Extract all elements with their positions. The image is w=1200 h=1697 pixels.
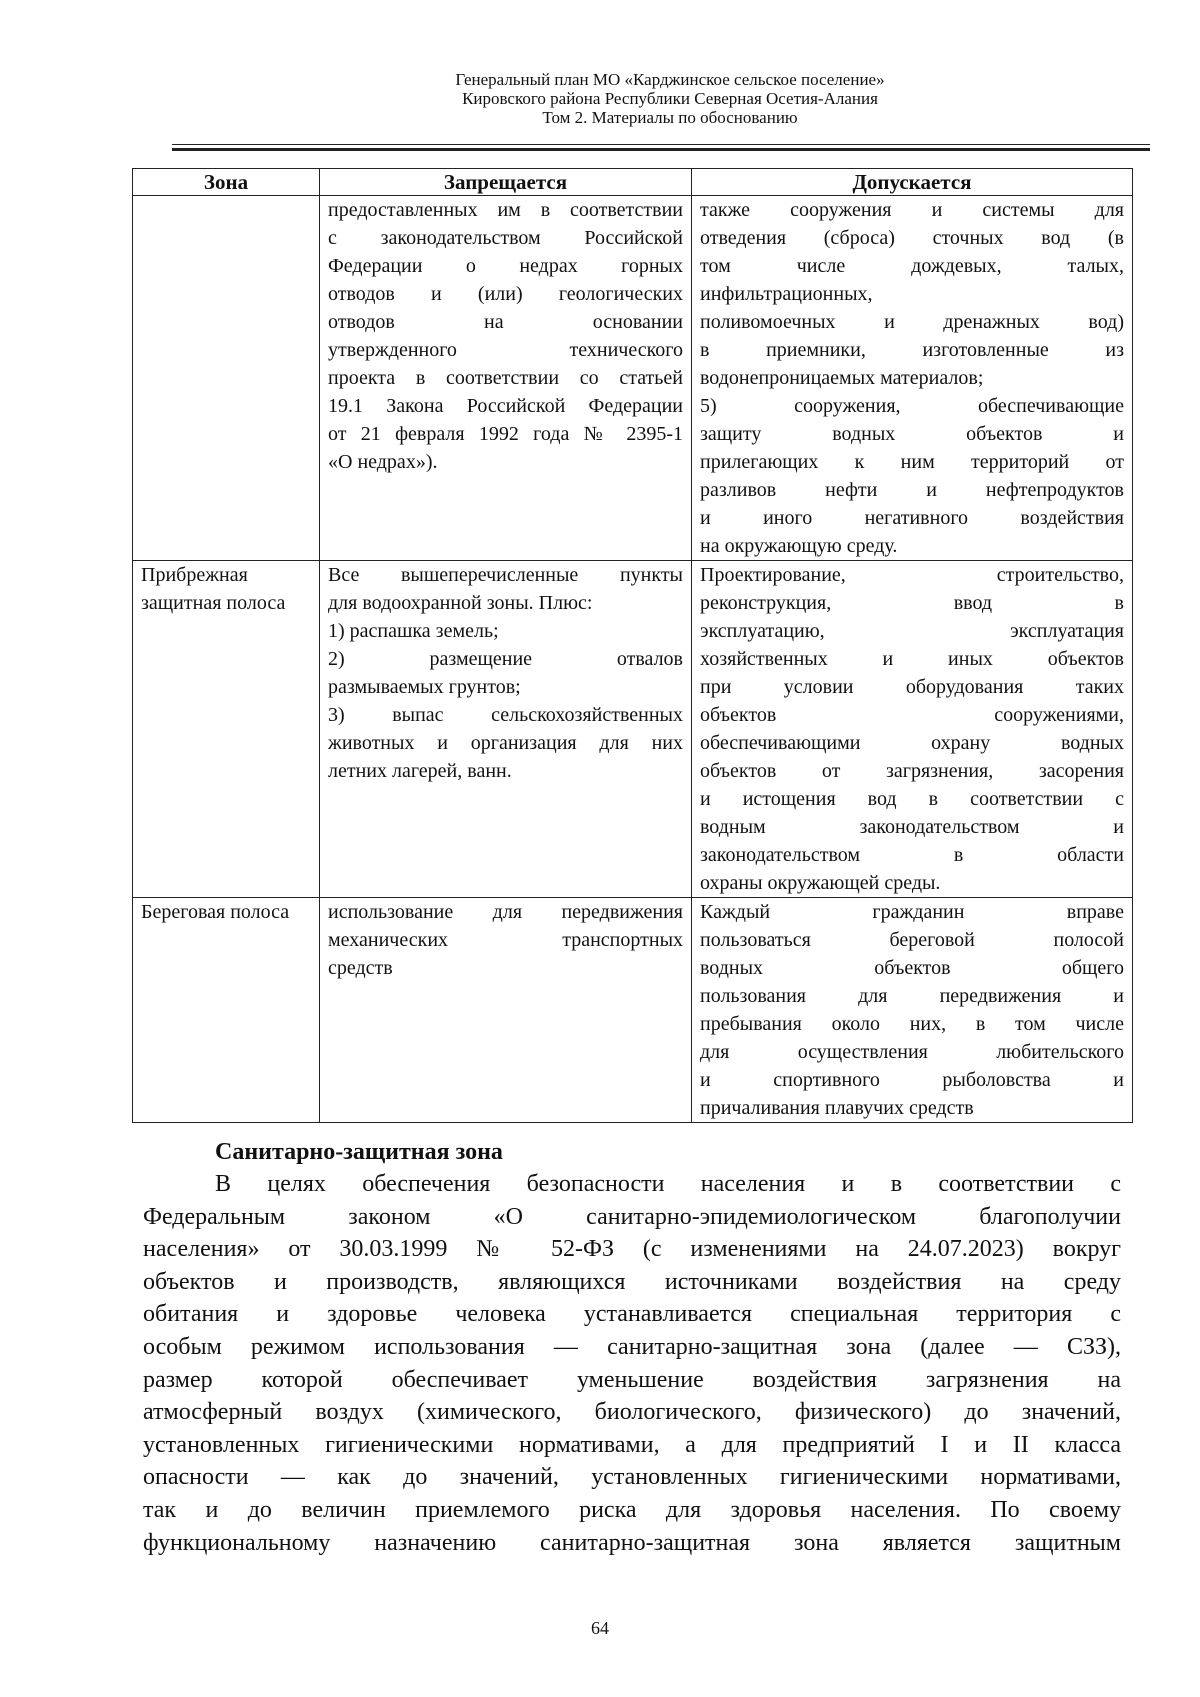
cell-line: животных и организация для них xyxy=(328,732,683,754)
cell-line: и спортивного рыболовства и xyxy=(700,1069,1124,1091)
cell-line: пребывания около них, в том числе xyxy=(700,1013,1124,1035)
zone-cell xyxy=(133,196,320,561)
cell-line: защиту водных объектов и xyxy=(700,423,1124,445)
allowed-cell xyxy=(692,561,1133,898)
cell-line: эксплуатацию, эксплуатация xyxy=(700,620,1124,642)
table-row xyxy=(133,898,1133,1123)
cell-line: пользования для передвижения и xyxy=(700,985,1124,1007)
paragraph-line: Федеральным законом «О санитарно-эпидемиологическом благополучии xyxy=(143,1203,1121,1230)
allowed-cell xyxy=(692,196,1133,561)
table-row xyxy=(133,196,1133,561)
cell-line: отведения (сброса) сточных вод (в xyxy=(700,227,1124,249)
forbidden-cell xyxy=(320,898,692,1123)
document-header xyxy=(170,70,1170,127)
cell-line: водным законодательством и xyxy=(700,816,1124,838)
cell-line: механических транспортных xyxy=(328,929,683,951)
paragraph-line: атмосферный воздух (химического, биологического, физического) до значений, xyxy=(143,1399,1121,1426)
cell-line: том числе дождевых, талых, xyxy=(700,255,1124,277)
cell-line: реконструкция, ввод в xyxy=(700,592,1124,614)
cell-line: с законодательством Российской xyxy=(328,227,683,249)
cell-line: обеспечивающими охрану водных xyxy=(700,732,1124,754)
cell-line: поливомоечных и дренажных вод) xyxy=(700,311,1124,333)
cell-line: причаливания плавучих средств xyxy=(700,1097,974,1119)
cell-line: при условии оборудования таких xyxy=(700,676,1124,698)
cell-line: в приемники, изготовленные из xyxy=(700,339,1124,361)
cell-line: Федерации о недрах горных xyxy=(328,255,683,277)
page-number: 64 xyxy=(591,1618,609,1638)
paragraph-line: населения» от 30.03.1999 № 52-ФЗ (с изменениями на 24.07.2023) вокруг xyxy=(143,1236,1121,1263)
cell-line: объектов сооружениями, xyxy=(700,704,1124,726)
cell-line: «О недрах»). xyxy=(328,451,438,473)
paragraph-line: В целях обеспечения безопасности населения и в соответствии с xyxy=(215,1171,1121,1197)
cell-line: водонепроницаемых материалов; xyxy=(700,367,984,389)
header-line-1: Генеральный план МО «Карджинское сельское поселение» xyxy=(455,70,885,89)
header-rule-thin xyxy=(172,144,1150,145)
paragraph-line: установленных гигиеническими нормативами, а для предприятий I и II класса xyxy=(143,1431,1121,1458)
cell-line: прилегающих к ним территорий от xyxy=(700,451,1124,473)
body-paragraph xyxy=(143,1168,1121,1559)
cell-line: предоставленных им в соответствии xyxy=(328,199,683,221)
cell-line: Каждый гражданин вправе xyxy=(700,901,1124,923)
paragraph-line: размер которой обеспечивает уменьшение воздействия загрязнения на xyxy=(143,1366,1121,1393)
cell-line: пользоваться береговой полосой xyxy=(700,929,1124,951)
cell-line: разливов нефти и нефтепродуктов xyxy=(700,479,1124,501)
cell-line: законодательством в области xyxy=(700,844,1124,866)
cell-line: от 21 февраля 1992 года № 2395-1 xyxy=(328,423,683,445)
cell-line: инфильтрационных, xyxy=(700,283,873,305)
header-zone: Зона xyxy=(133,169,320,196)
cell-line: для осуществления любительского xyxy=(700,1041,1124,1063)
cell-line: объектов от загрязнения, засорения xyxy=(700,760,1124,782)
header-allowed: Допускается xyxy=(692,169,1133,196)
cell-line: Проектирование, строительство, xyxy=(700,564,1124,586)
header-rule-thick xyxy=(172,148,1150,151)
paragraph-line: так и до величин приемлемого риска для здоровья населения. По своему xyxy=(143,1496,1121,1523)
paragraph-line: объектов и производств, являющихся источниками воздействия на среду xyxy=(143,1268,1121,1295)
forbidden-cell xyxy=(320,561,692,898)
zones-table xyxy=(132,168,1133,1123)
paragraph-line: функциональному назначению санитарно-защитная зона является защитным xyxy=(143,1529,1121,1556)
allowed-cell xyxy=(692,898,1133,1123)
zone-line: Береговая полоса xyxy=(141,901,290,923)
cell-line: использование для передвижения xyxy=(328,901,683,923)
cell-line: и иного негативного воздействия xyxy=(700,507,1124,529)
section-title: Санитарно-защитная зона xyxy=(215,1139,503,1165)
cell-line: Все вышеперечисленные пункты xyxy=(328,564,683,586)
cell-line: и истощения вод в соответствии с xyxy=(700,788,1124,810)
paragraph-line: обитания и здоровье человека устанавливается специальная территория с xyxy=(143,1301,1121,1328)
cell-line: водных объектов общего xyxy=(700,957,1124,979)
cell-line: отводов и (или) геологических xyxy=(328,283,683,305)
cell-line: охраны окружающей среды. xyxy=(700,872,941,894)
table-row xyxy=(133,561,1133,898)
zone-cell xyxy=(133,898,320,1123)
cell-line: на окружающую среду. xyxy=(700,535,898,557)
zone-line: защитная полоса xyxy=(141,592,286,614)
cell-line: летних лагерей, ванн. xyxy=(328,760,512,782)
cell-line: 19.1 Закона Российской Федерации xyxy=(328,395,683,417)
cell-line: также сооружения и системы для xyxy=(700,199,1124,221)
cell-line: проекта в соответствии со статьей xyxy=(328,367,683,389)
cell-line: размываемых грунтов; xyxy=(328,676,521,698)
forbidden-cell xyxy=(320,196,692,561)
cell-line: 3) выпас сельскохозяйственных xyxy=(328,704,683,726)
cell-line: 1) распашка земель; xyxy=(328,620,499,642)
cell-line: 5) сооружения, обеспечивающие xyxy=(700,395,1124,417)
table-header-row xyxy=(133,169,1133,196)
header-forbidden: Запрещается xyxy=(320,169,692,196)
header-line-3: Том 2. Материалы по обоснованию xyxy=(542,108,798,127)
paragraph-line: опасности — как до значений, установленных гигиеническими нормативами, xyxy=(143,1464,1121,1491)
cell-line: хозяйственных и иных объектов xyxy=(700,648,1124,670)
cell-line: 2) размещение отвалов xyxy=(328,648,683,670)
cell-line: утвержденного технического xyxy=(328,339,683,361)
zone-cell xyxy=(133,561,320,898)
header-line-2: Кировского района Республики Северная Осетия-Алания xyxy=(462,89,878,108)
cell-line: средств xyxy=(328,957,393,979)
paragraph-line: особым режимом использования — санитарно-защитная зона (далее — СЗЗ), xyxy=(143,1333,1121,1360)
cell-line: отводов на основании xyxy=(328,311,683,333)
cell-line: для водоохранной зоны. Плюс: xyxy=(328,592,593,614)
zone-line: Прибрежная xyxy=(141,564,248,586)
